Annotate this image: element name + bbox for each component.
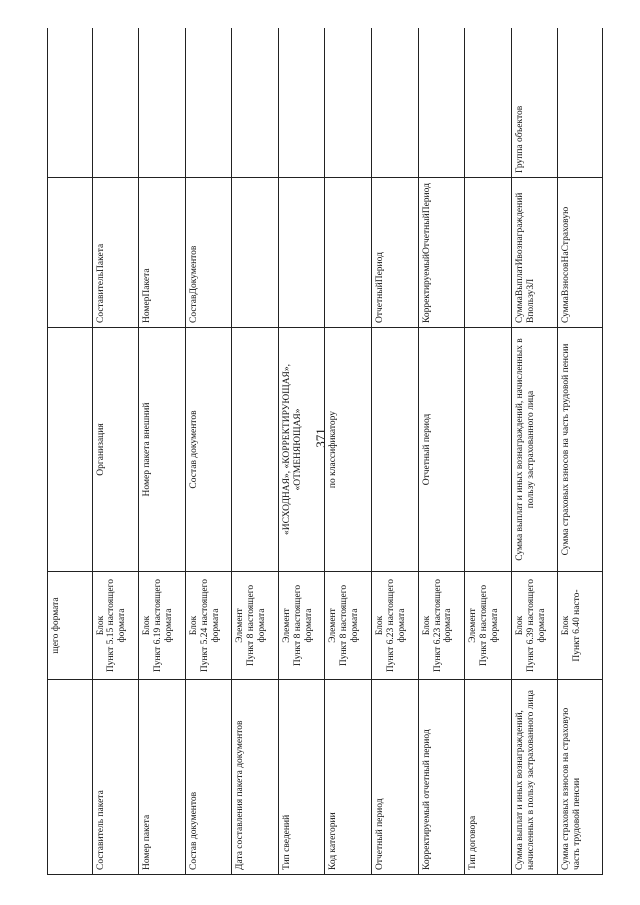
- table-cell: Номер пакета внешний: [139, 328, 186, 572]
- table-cell: Блок Пункт 6.40 насто-: [558, 572, 603, 680]
- table-cell: Блок Пункт 6.23 настоящего формата: [372, 572, 419, 680]
- table-cell: Элемент Пункт 8 настоящего формата: [465, 572, 512, 680]
- table-cell: Номер пакета: [139, 680, 186, 875]
- table-cell: [418, 28, 465, 178]
- table-cell: Элемент Пункт 8 настоящего формата: [325, 572, 372, 680]
- table-cell: [372, 328, 419, 572]
- table-cell: [185, 28, 232, 178]
- table-cell: Отчетный период: [372, 680, 419, 875]
- table-row: [372, 28, 419, 875]
- table-cell: [278, 178, 325, 328]
- table-row: [139, 28, 186, 875]
- page-number: 371: [313, 428, 328, 448]
- table-cell: Сумма выплат и иных вознаграждений, начисленных в пользу застрахованного лица: [511, 680, 558, 875]
- table-cell: [372, 28, 419, 178]
- table-cell: Код категории: [325, 680, 372, 875]
- table-cell: Сумма выплат и иных вознаграждений, начисленных в пользу застрахованного лица: [511, 328, 558, 572]
- table-cell: Тип договора: [465, 680, 512, 875]
- table-row: [418, 28, 465, 875]
- table-cell: [465, 328, 512, 572]
- table-cell: Тип сведений: [278, 680, 325, 875]
- table-cell: СоставительПакета: [92, 178, 139, 328]
- table-cell: Дата составления пакета документов: [232, 680, 279, 875]
- table-cell: Элемент Пункт 8 настоящего формата: [232, 572, 279, 680]
- table-cell: [232, 328, 279, 572]
- table-row: [325, 28, 372, 875]
- table-cell: [48, 680, 93, 875]
- table-row: [558, 28, 603, 875]
- document-table: [47, 28, 603, 875]
- table-cell: Сумма страховых взносов на часть трудовой пенсии: [558, 328, 603, 572]
- table-row: [48, 28, 93, 875]
- table-row: [185, 28, 232, 875]
- table-cell: [48, 28, 93, 178]
- table-cell: [325, 178, 372, 328]
- table-cell: Организация: [92, 328, 139, 572]
- table-cell: [232, 178, 279, 328]
- table-cell: [278, 28, 325, 178]
- table-cell: Сумма страховых взносов на страховую часть трудовой пенсии: [558, 680, 603, 875]
- table-cell: щего формата: [48, 572, 93, 680]
- table-cell: Элемент Пункт 8 настоящего формата: [278, 572, 325, 680]
- table-cell: СуммаВзносовНаСтраховую: [558, 178, 603, 328]
- table-cell: [465, 28, 512, 178]
- table-row: [92, 28, 139, 875]
- table-cell: [92, 28, 139, 178]
- table-cell: [325, 28, 372, 178]
- table-cell: Блок Пункт 5.15 настоящего формата: [92, 572, 139, 680]
- table-cell: Составитель пакета: [92, 680, 139, 875]
- table-cell: [48, 328, 93, 572]
- table-cell: СуммаВыплатИвознаграждений ВпользуЗЛ: [511, 178, 558, 328]
- table-cell: Состав документов: [185, 680, 232, 875]
- table-cell: Блок Пункт 6.23 настоящего формата: [418, 572, 465, 680]
- table-cell: [48, 178, 93, 328]
- table-cell: [139, 28, 186, 178]
- table-body: [48, 28, 603, 875]
- table-cell: НомерПакета: [139, 178, 186, 328]
- table-cell: [232, 28, 279, 178]
- table-cell: [465, 178, 512, 328]
- table-row: [232, 28, 279, 875]
- table-cell: КорректируемыйОтчетныйПериод: [418, 178, 465, 328]
- table-row: [278, 28, 325, 875]
- table-cell: Блок Пункт 6.19 настоящего формата: [139, 572, 186, 680]
- table-cell: Состав документов: [185, 328, 232, 572]
- table-cell: Группа объектов: [511, 28, 558, 178]
- table-cell: Блок Пункт 6.39 настоящего формата: [511, 572, 558, 680]
- table-cell: ОтчетныйПериод: [372, 178, 419, 328]
- table-row: [511, 28, 558, 875]
- table-cell: «ИСХОДНАЯ», «КОРРЕКТИРУЮЩАЯ», «ОТМЕНЯЮЩАЯ»: [278, 328, 325, 572]
- table-cell: СоставДокументов: [185, 178, 232, 328]
- table-cell: по классификатору: [325, 328, 372, 572]
- table-cell: Блок Пункт 5.24 настоящего формата: [185, 572, 232, 680]
- table-cell: [558, 28, 603, 178]
- table-cell: Корректируемый отчетный период: [418, 680, 465, 875]
- table-cell: Отчетный период: [418, 328, 465, 572]
- table-row: [465, 28, 512, 875]
